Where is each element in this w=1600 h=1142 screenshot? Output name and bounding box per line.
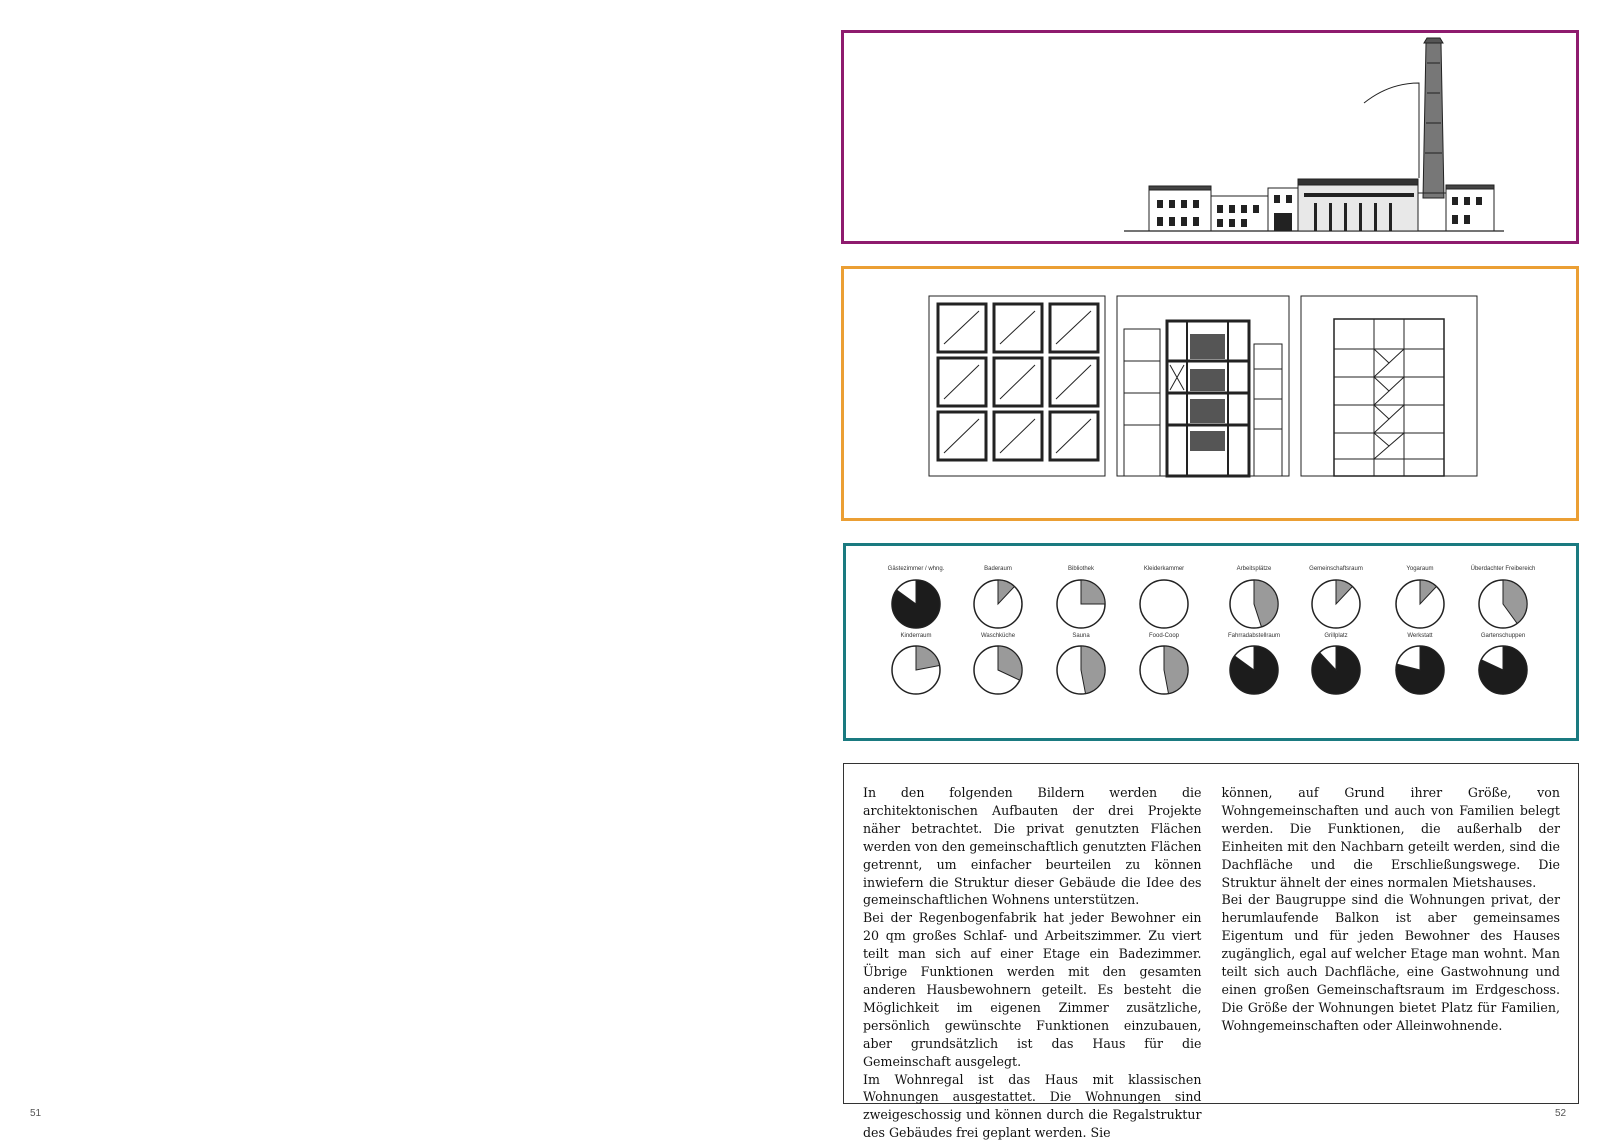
pie-slice [1312, 646, 1360, 694]
paragraph-baugruppe: Bei der Baugruppe sind die Wohnungen privat, der herumlaufende Balkon ist aber gemeinsames Eigentum und für jeden Bewohner des Hauses zugänglich, egal auf welcher Etage man wohnt. Man teilt sich auch Dachfläche, eine Gastwohnung und einen großen Gemeinschaftsraum im Erdgeschoss. Die Größe der Wohnungen bietet Platz für Familien, Wohngemeinschaften oder Alleinwohnende. [1222, 891, 1561, 1034]
facade-figure-frame [841, 30, 1579, 244]
paragraph-wohnregal-continued: können, auf Grund ihrer Größe, von Wohngemeinschaften und auch von Familien belegt werden. Die Funktionen, die außerhalb der Einheiten mit den Nachbarn geteilt werden, sind die Dachfläche und die Erschließungswege. Die Struktur ähnelt der eines normalen Mietshauses. [1222, 784, 1561, 891]
paragraph-intro: In den folgenden Bildern werden die architektonischen Aufbauten der drei Projekte näher betrachtet. Die privat genutzten Flächen werden von den gemeinschaftlich genutzten Flächen getrennt, um einfacher beurteilen zu können inwiefern die Struktur dieser Gebäude die Idee des gemeinschaftlichen Wohnens unterstützen. [863, 784, 1202, 909]
pie-label: Yogaraum [1406, 566, 1433, 572]
sections-figure-frame [841, 266, 1579, 521]
pie-label: Fahrradabstellraum [1228, 633, 1280, 639]
pie-label: Gästezimmer / whng. [888, 566, 945, 572]
pie-slice [1081, 580, 1105, 604]
pie-label: Baderaum [984, 566, 1012, 572]
pie-base [1140, 580, 1188, 628]
pie-label: Überdachter Freibereich [1471, 565, 1536, 572]
body-text-box [843, 763, 1579, 1104]
pie-label: Food-Coop [1149, 633, 1180, 639]
factory-facade-elevation-drawing [844, 33, 1576, 241]
text-column-left [863, 784, 1202, 1103]
page-number-left: 51 [30, 1108, 41, 1119]
pie-label: Bibliothek [1068, 566, 1095, 572]
pie-label: Grillplatz [1324, 633, 1347, 639]
text-column-right [1222, 784, 1561, 1103]
pie-slice [1081, 646, 1105, 694]
pie-label: Waschküche [981, 633, 1016, 639]
page-number-right: 52 [1555, 1108, 1566, 1119]
pie-label: Sauna [1072, 633, 1090, 639]
paragraph-wohnregal: Im Wohnregal ist das Haus mit klassischen Wohnungen ausgestattet. Die Wohnungen sind zweigeschossig und können durch die Regalstruktur des Gebäudes frei geplant werden. Sie [863, 1071, 1202, 1142]
pie-label: Gemeinschaftsraum [1309, 566, 1363, 572]
room-usage-figure-frame [843, 543, 1579, 741]
paragraph-regenbogenfabrik: Bei der Regenbogenfabrik hat jeder Bewohner ein 20 qm großes Schlaf- und Arbeitszimmer. Zu viert teilt man sich auf einer Etage ein Badezimmer. Übrige Funktionen werden mit den gesamten anderen Hausbewohnern geteilt. Es besteht die Möglichkeit im eigenen Zimmer zusätzliche, persönlich gewünschte Funktionen einzubauen, aber grundsätzlich ist das Haus für die Gemeinschaft ausgelegt. [863, 909, 1202, 1070]
pie-label: Kinderraum [900, 633, 931, 639]
pie-label: Kleiderkammer [1144, 566, 1184, 572]
usage-pie-charts [846, 546, 1576, 738]
pie-slice [916, 646, 940, 670]
pie-label: Arbeitsplätze [1237, 566, 1272, 572]
pie-slice [1164, 646, 1188, 694]
pie-label: Gartenschuppen [1481, 633, 1525, 639]
building-section-drawings [844, 269, 1576, 518]
pie-label: Werkstatt [1407, 633, 1433, 639]
